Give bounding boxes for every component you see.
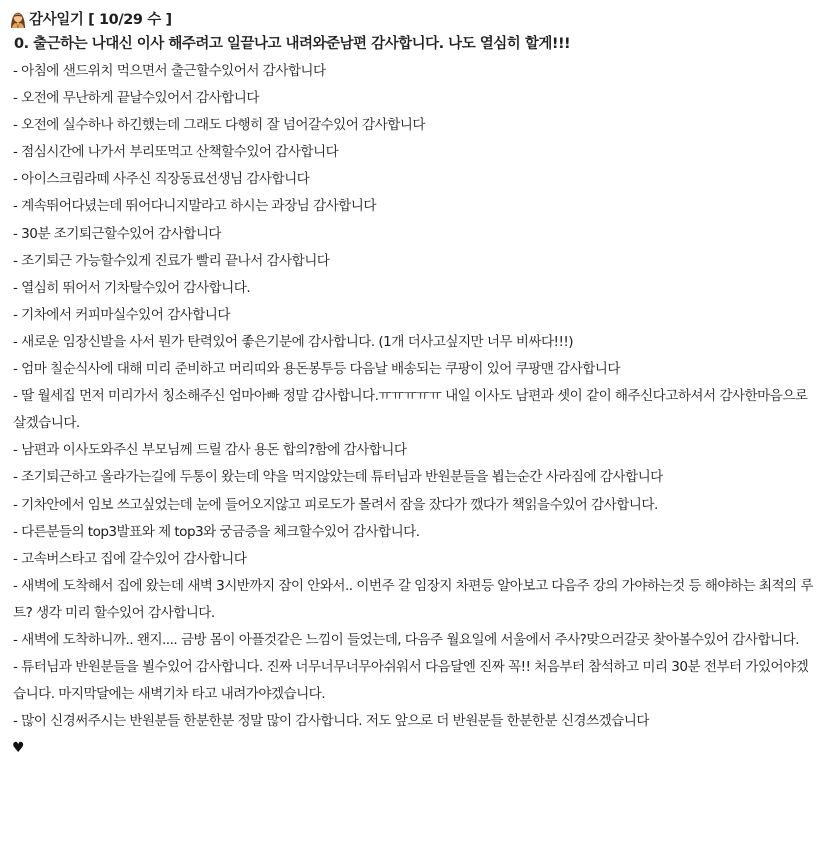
praying-person-icon — [8, 9, 28, 29]
gratitude-item: - 30분 조기퇴근할수있어 감사합니다 — [13, 225, 222, 242]
gratitude-item: - 딸 월세집 먼저 미리가서 칭소해주신 엄마아빠 정말 감사합니다.ㅠㅠㅠㅠㅠ 내일 이사도 남편과 셋이 같이 해주신다고하셔서 감사한마음으로 살겠습니다. — [13, 388, 808, 432]
diary-title: 감사일기 [ 10/29 수 ] — [29, 12, 172, 28]
gratitude-item: - 남편과 이사도와주신 부모님께 드릴 감사 용돈 합의?함에 감사합니다 — [13, 442, 407, 459]
gratitude-item: - 튜터님과 반원분들을 뵐수있어 감사합니다. 진짜 너무너무너무아쉬워서 다음달엔 진짜 꼭!! 처음부터 참석하고 미리 30분 전부터 가있어야겠습니다. 마지막달에는 새벽기차 타고 내려가야겠습니다. — [13, 659, 809, 703]
gratitude-item: - 고속버스타고 집에 갈수있어 감사합니다 — [13, 550, 247, 567]
gratitude-item: - 기차에서 커피마실수있어 감사합니다 — [13, 306, 230, 323]
gratitude-item: - 계속뛰어다녔는데 뛰어다니지말라고 하시는 과장님 감사합니다 — [13, 198, 376, 215]
gratitude-item: - 조기퇴근 가능할수있게 진료가 빨리 끝나서 감사합니다 — [13, 252, 330, 269]
gratitude-item: - 조기퇴근하고 올라가는길에 두통이 왔는데 약을 먹지않았는데 튜터님과 반원분들을 뵙는순간 사라짐에 감사합니다 — [13, 469, 663, 486]
gratitude-list — [8, 58, 817, 735]
gratitude-item: - 아침에 샌드위치 먹으면서 출근할수있어서 감사합니다 — [13, 63, 326, 79]
gratitude-item: - 오전에 실수하나 하긴했는데 그래도 다행히 잘 넘어갈수있어 감사합니다 — [13, 117, 425, 134]
gratitude-item: - 점심시간에 나가서 부리또먹고 산책할수있어 감사합니다 — [13, 144, 339, 161]
diary-title-line — [8, 6, 817, 31]
gratitude-item: - 엄마 칠순식사에 대해 미리 준비하고 머리띠와 용돈봉투등 다음날 배송되는 쿠팡이 있어 쿠팡맨 감사합니다 — [13, 361, 620, 378]
gratitude-item: - 새벽에 도착해서 집에 왔는데 새벽 3시반까지 잠이 안와서.. 이번주 갈 임장지 차편등 알아보고 다음주 강의 가야하는것 등 해야하는 최적의 루트? 생각 미리 할수있어 감사합니다. — [13, 577, 813, 621]
gratitude-item: - 오전에 무난하게 끝날수있어서 감사합니다 — [13, 90, 259, 107]
heart-icon: ♥ — [12, 740, 25, 757]
gratitude-item: - 기차안에서 임보 쓰고싶었는데 눈에 들어오지않고 피로도가 몰려서 잠을 잤다가 깼다가 책읽을수있어 감사합니다. — [13, 496, 658, 513]
diary-headline: 0. 출근하는 나대신 이사 해주려고 일끝나고 내려와준남편 감사합니다. 나도 열심히 할게!!! — [14, 36, 571, 52]
gratitude-item: - 새벽에 도착하니까.. 왠지.... 금방 몸이 아플것같은 느낌이 들었는데, 다음주 월요일에 서울에서 주사?맞으러갈곳 찾아볼수있어 감사합니다. — [13, 631, 799, 648]
gratitude-item: - 새로운 임장신발을 사서 뭔가 탄력있어 좋은기분에 감사합니다. (1개 더사고싶지만 너무 비싸다!!!) — [13, 333, 574, 350]
gratitude-item: - 아이스크림라떼 사주신 직장동료선생님 감사합니다 — [13, 171, 310, 188]
gratitude-item: - 열심히 뛰어서 기차탈수있어 감사합니다. — [13, 279, 251, 296]
gratitude-item: - 많이 신경써주시는 반원분들 한분한분 정말 많이 감사합니다. 저도 앞으로 더 반원분들 한분한분 신경쓰겠습니다 — [13, 713, 649, 730]
gratitude-item: - 다른분들의 top3발표와 제 top3와 궁금증을 체크할수있어 감사합니다. — [13, 523, 420, 540]
